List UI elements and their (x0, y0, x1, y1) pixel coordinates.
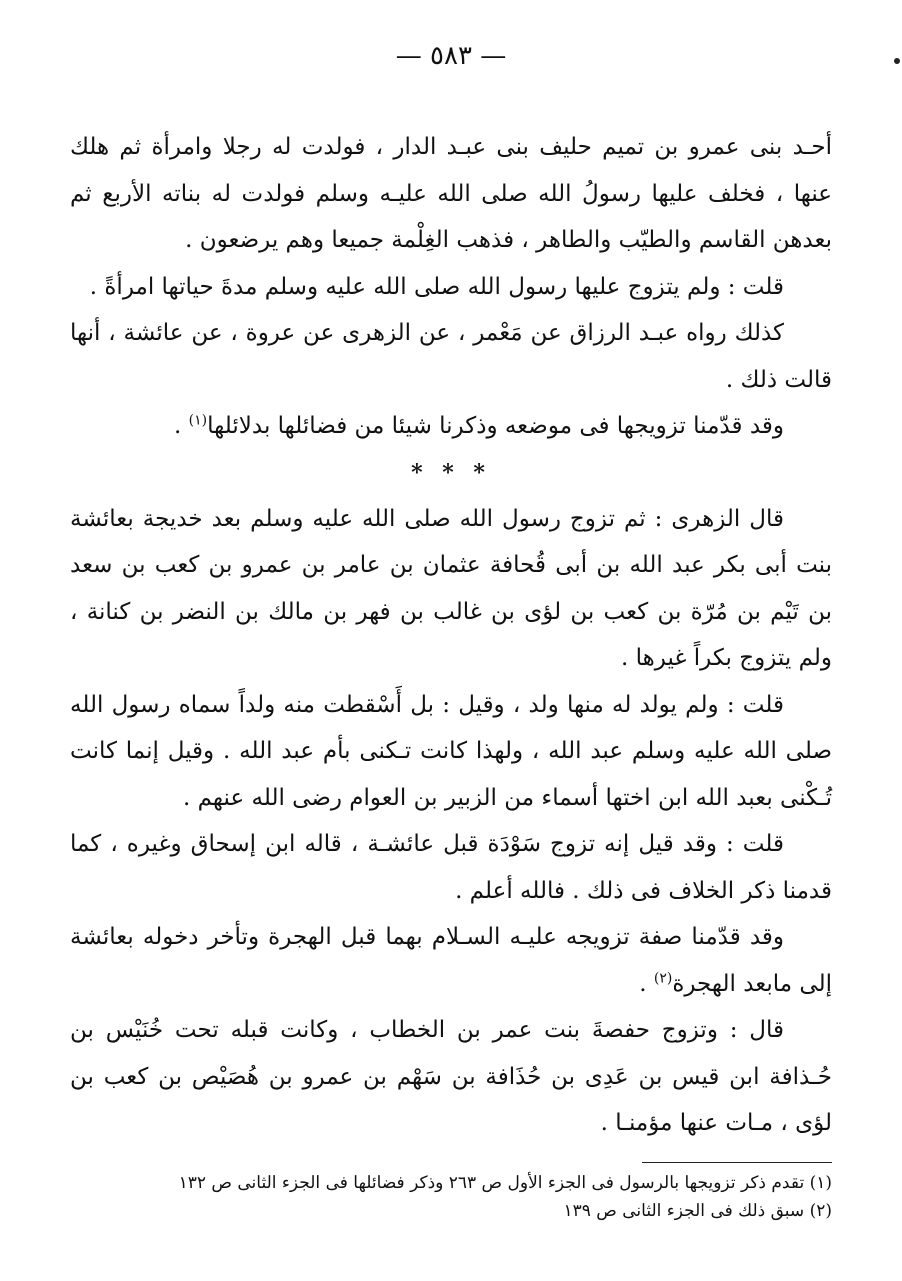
paragraph-no-other-wife (70, 264, 832, 311)
footnote-ref-2[interactable]: (٢) (653, 969, 673, 986)
paragraph-marriage-description (70, 914, 832, 1007)
page-number: — ٥٨٣ — (395, 41, 507, 71)
paragraph-marriage-mentioned (70, 403, 832, 450)
paragraph-text: قلت : وقد قيل إنه تزوج سَوْدَة قبل عائشـة ، قاله ابن إسحاق وغيره ، كما قدمنا ذكر الخلاف فى ذلك . فالله أعلم . (70, 831, 832, 904)
page-edge-mark (894, 58, 900, 64)
paragraph-sawda (70, 821, 832, 914)
body-text (70, 124, 832, 1147)
section-separator: * * * (411, 459, 491, 486)
paragraph-text: قلت : ولم يولد له منها ولد ، وقيل : بل أَسْقطت منه ولداً سماه رسول الله صلى الله عليه وسلم عبد الله ، ولهذا كانت تـكنى بأم عبد الله . وقيل إنما كانت تُـكْنى بعبد الله ابن اختها أسماء من الزبير بن العوام رضى الله عنهم . (70, 691, 832, 811)
book-page (70, 30, 832, 1260)
paragraph-text: وقد قدّمنا تزويجها فى موضعه وذكرنا شيئا من فضائلها بدلائلها (207, 413, 784, 439)
paragraph-narration (70, 310, 832, 403)
footnotes (70, 1162, 832, 1225)
paragraph-khadija-children (70, 124, 832, 264)
paragraph-end: . (174, 413, 189, 439)
paragraph-text: أحـد بنى عمرو بن تميم حليف بنى عبـد الدار ، فولدت له رجلا وامرأة ثم هلك عنها ، فخلف عليها رسولُ الله صلى الله عليـه وسلم فولدت له بناته الأربع ثم بعدهن القاسم والطيّب والطاهر ، فذهب الغِلْمة جميعا وهم يرضعون . (70, 134, 832, 253)
paragraph-text: قال : وتزوج حفصةَ بنت عمر بن الخطاب ، وكانت قبله تحت خُنَيْس بن حُـذافة ابن قيس بن عَدِى بن حُذَافة بن سَهْم بن عمرو بن هُصَيْص بن كعب بن لؤى ، مـات عنها مؤمنـا . (70, 1017, 832, 1136)
footnote-ref-1[interactable]: (١) (188, 412, 208, 429)
footnote-1: (١) تقدم ذكر تزويجها بالرسول فى الجزء الأول ص ٢٦٣ وذكر فضائلها فى الجزء الثانى ص ١٣٢ (178, 1173, 832, 1193)
paragraph-text: كذلك رواه عبـد الرزاق عن مَعْمر ، عن الزهرى عن عروة ، عن عائشة ، أنها قالت ذلك . (70, 320, 832, 393)
paragraph-text: قلت : ولم يتزوج عليها رسول الله صلى الله عليه وسلم مدةَ حياتها امرأةً . (89, 273, 784, 300)
paragraph-aisha-marriage (70, 496, 832, 682)
footnote-2: (٢) سبق ذلك فى الجزء الثانى ص ١٣٩ (563, 1201, 832, 1221)
paragraph-text: قال الزهرى : ثم تزوج رسول الله صلى الله عليه وسلم بعد خديجة بعائشة بنت أبى بكر عبد الله بن أبى قُحافة عثمان بن عامر بن عمرو بن كعب بن سعد بن تَيْم بن مُرّة بن كعب بن لؤى بن غالب بن فهر بن مالك بن النضر بن كنانة ، ولم يتزوج بكراً غيرها . (70, 505, 832, 671)
footnote-divider (642, 1162, 832, 1163)
paragraph-text: وقد قدّمنا صفة تزويجه عليـه السـلام بهما قبل الهجرة وتأخر دخوله بعائشة إلى مابعد الهجرة (70, 924, 832, 997)
paragraph-aisha-child (70, 682, 832, 822)
paragraph-hafsa (70, 1007, 832, 1147)
paragraph-end: . (639, 970, 654, 997)
